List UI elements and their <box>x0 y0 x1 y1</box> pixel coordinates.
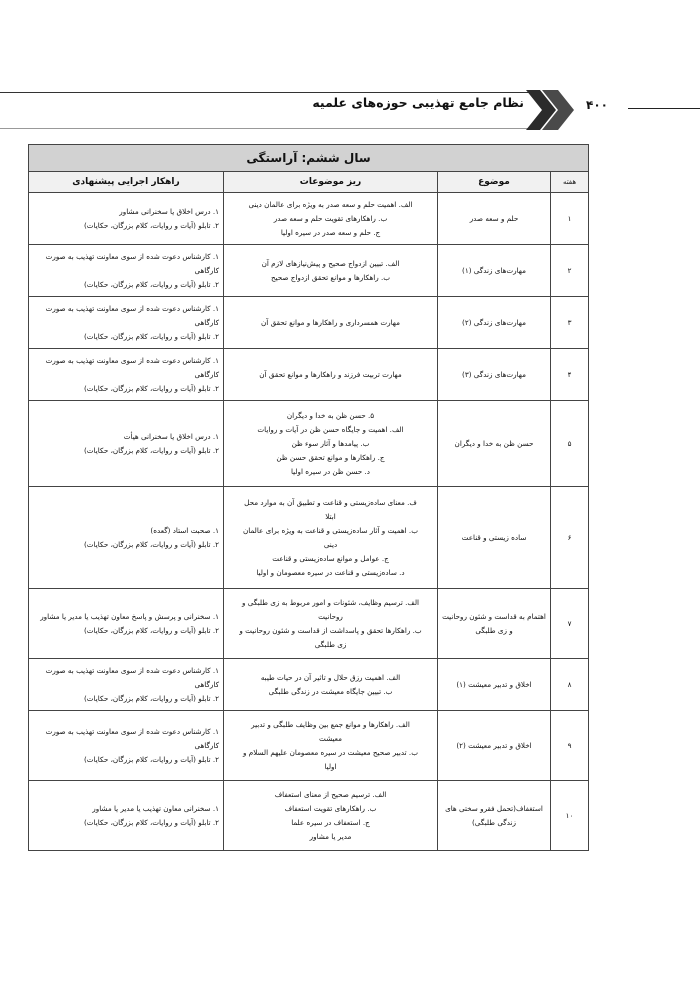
strategy-line: ۱. کارشناس دعوت شده از سوی معاونت تهذیب به صورت کارگاهی <box>45 665 219 689</box>
subtopic-line: ب. تبیین جایگاه معیشت در زندگی طلبگی <box>268 686 393 696</box>
column-header-strategies: راهکار اجرایی پیشنهادی <box>29 172 224 193</box>
week-number: ۹ <box>551 711 589 781</box>
column-header-week: هفته <box>551 172 589 193</box>
strategies-cell <box>29 589 224 659</box>
subtopics-cell <box>224 659 438 711</box>
week-number: ۱ <box>551 193 589 245</box>
subtopic-line: معیشت <box>319 733 342 743</box>
subtopics-cell <box>224 401 438 487</box>
subtopic-line: ب. راهکارهای تقویت حلم و سعه صدر <box>273 213 388 223</box>
subtopics-cell <box>224 781 438 851</box>
subtopics-cell <box>224 349 438 401</box>
strategy-line: ۱. کارشناس دعوت شده از سوی معاونت تهذیب به صورت کارگاهی <box>45 726 219 750</box>
table-row <box>29 487 589 589</box>
strategies-cell <box>29 401 224 487</box>
table-row <box>29 401 589 487</box>
topic-cell: حسن ظن به خدا و دیگران <box>438 401 551 487</box>
subtopic-line: اولیا <box>324 761 337 771</box>
subtopic-line: ابتلا <box>325 511 336 521</box>
strategy-line: ۲. تابلو (آیات و روایات، کلام بزرگان، حکایات) <box>83 539 219 549</box>
topic-cell: اهتمام به قداست و شئون روحانیت و زی طلبگی <box>438 589 551 659</box>
topic-cell: مهارت‌های زندگی (۳) <box>438 349 551 401</box>
week-number: ۵ <box>551 401 589 487</box>
table-row <box>29 349 589 401</box>
topic-cell: اخلاق و تدبیر معیشت (۲) <box>438 711 551 781</box>
strategies-cell <box>29 487 224 589</box>
table-row <box>29 659 589 711</box>
table-title: سال ششم: آراستگی <box>29 145 589 172</box>
table-row <box>29 193 589 245</box>
subtopic-line: الف. راهکارها و موانع جمع بین وظایف طلبگی و تدبیر <box>251 719 410 729</box>
subtopic-line: ج. استعفاف در سیره علما <box>291 817 370 827</box>
topic-cell: ساده زیستی و قناعت <box>438 487 551 589</box>
week-number: ۷ <box>551 589 589 659</box>
subtopic-line: الف. اهمیت رزق حلال و تاثیر آن در حیات طیبه <box>260 672 401 682</box>
week-number: ۳ <box>551 297 589 349</box>
schedule-table <box>28 144 589 851</box>
topic-cell: اخلاق و تدبیر معیشت (۱) <box>438 659 551 711</box>
strategy-line: ۱. درس اخلاق یا سخنرانی مشاور <box>119 206 219 216</box>
strategies-cell <box>29 711 224 781</box>
column-header-subtopics: ریز موضوعات <box>224 172 438 193</box>
book-title: نظام جامع تهذیبی حوزه‌های علمیه <box>312 95 524 110</box>
chevron-ornament-icon <box>526 86 574 134</box>
subtopic-line: مهارت همسرداری و راهکارها و موانع تحقق آن <box>261 317 400 327</box>
subtopic-line: الف. تبیین ازدواج صحیح و پیش‌نیازهای لازم آن <box>261 258 400 268</box>
week-number: ۸ <box>551 659 589 711</box>
subtopic-line: زی طلبگی <box>314 639 347 649</box>
subtopic-line: ۵. حسن ظن به خدا و دیگران <box>286 410 375 420</box>
subtopic-line: مهارت تربیت فرزند و راهکارها و موانع تحقق آن <box>259 369 402 379</box>
table-body <box>29 193 589 851</box>
strategy-line: ۱. کارشناس دعوت شده از سوی معاونت تهذیب به صورت کارگاهی <box>45 251 219 275</box>
subtopic-line: ب. راهکارها و موانع تحقق ازدواج صحیح <box>270 272 391 282</box>
strategy-line: ۱. درس اخلاق یا سخنرانی هیأت <box>123 431 219 441</box>
subtopic-line: مدیر یا مشاور <box>309 831 352 841</box>
subtopic-line: ب. پیامدها و آثار سوء ظن <box>291 438 370 448</box>
strategy-line: ۲. تابلو (آیات و روایات، کلام بزرگان، حکایات) <box>83 754 219 764</box>
subtopic-line: دینی <box>323 539 338 549</box>
strategy-line: ۱. کارشناس دعوت شده از سوی معاونت تهذیب به صورت کارگاهی <box>45 355 219 379</box>
page-number: ۴۰۰ <box>586 98 608 112</box>
header-rule-right <box>628 108 700 109</box>
subtopic-line: ج. حلم و سعه صدر در سیره اولیا <box>280 227 381 237</box>
strategy-line: ۲. تابلو (آیات و روایات، کلام بزرگان، حکایات) <box>83 693 219 703</box>
header-rule-bottom <box>0 128 530 129</box>
subtopic-line: ب. تدبیر صحیح معیشت در سیره معصومان علیهم السلام و <box>243 747 418 757</box>
subtopics-cell <box>224 487 438 589</box>
table-row <box>29 245 589 297</box>
table-header-row <box>29 172 589 193</box>
strategies-cell <box>29 193 224 245</box>
subtopic-line: ف. معنای ساده‌زیستی و قناعت و تطبیق آن به موارد محل <box>244 497 417 507</box>
table-row <box>29 297 589 349</box>
subtopics-cell <box>224 297 438 349</box>
strategy-line: ۲. تابلو (آیات و روایات، کلام بزرگان، حکایات) <box>83 331 219 341</box>
strategy-line: ۱. کارشناس دعوت شده از سوی معاونت تهذیب به صورت کارگاهی <box>45 303 219 327</box>
subtopic-line: الف. اهمیت و جایگاه حسن ظن در آیات و روایات <box>257 424 404 434</box>
topic-cell: مهارت‌های زندگی (۱) <box>438 245 551 297</box>
strategy-line: ۲. تابلو (آیات و روایات، کلام بزرگان، حکایات) <box>83 817 219 827</box>
subtopic-line: ج. عوامل و موانع ساده‌زیستی و قناعت <box>272 553 389 563</box>
topic-cell: استغفاف(تحمل فقرو سختی های زندگی طلبگی) <box>438 781 551 851</box>
week-number: ۱۰ <box>551 781 589 851</box>
subtopics-cell <box>224 193 438 245</box>
subtopic-line: ج. راهکارها و موانع تحقق حسن ظن <box>276 452 385 462</box>
subtopic-line: د. ساده‌زیستی و قناعت در سیره معصومان و اولیا <box>256 567 405 577</box>
subtopic-line: الف. ترسیم وظایف، شئونات و امور مربوط به زی طلبگی و <box>241 597 420 607</box>
header-rule-top <box>0 92 530 93</box>
subtopic-line: الف. ترسیم صحیح از معنای استعفاف <box>274 789 387 799</box>
subtopic-line: روحانیت <box>318 611 343 621</box>
subtopic-line: ب. راهکارها تحقق و پاسداشت از قداست و شئون روحانیت و <box>239 625 422 635</box>
table-row <box>29 589 589 659</box>
strategy-line: ۲. تابلو (آیات و روایات، کلام بزرگان، حکایات) <box>83 383 219 393</box>
subtopic-line: ب. راهکارهای تقویت استعفاف <box>284 803 377 813</box>
strategies-cell <box>29 245 224 297</box>
subtopic-line: الف. اهمیت حلم و سعه صدر به ویژه برای عالمان دینی <box>248 199 413 209</box>
topic-cell: مهارت‌های زندگی (۲) <box>438 297 551 349</box>
table-title-row <box>29 145 589 172</box>
strategy-line: ۱. سخنرانی معاون تهذیب یا مدیر یا مشاور <box>92 803 219 813</box>
week-number: ۲ <box>551 245 589 297</box>
subtopics-cell <box>224 245 438 297</box>
strategies-cell <box>29 349 224 401</box>
subtopic-line: ب. اهمیت و آثار ساده‌زیستی و قناعت به ویژه برای عالمان <box>243 525 418 535</box>
subtopics-cell <box>224 711 438 781</box>
strategy-line: ۲. تابلو (آیات و روایات، کلام بزرگان، حکایات) <box>83 445 219 455</box>
subtopic-line: د. حسن ظن در سیره اولیا <box>290 466 371 476</box>
topic-cell: حلم و سعه صدر <box>438 193 551 245</box>
week-number: ۴ <box>551 349 589 401</box>
strategies-cell <box>29 781 224 851</box>
strategies-cell <box>29 659 224 711</box>
strategy-line: ۲. تابلو (آیات و روایات، کلام بزرگان، حکایات) <box>83 625 219 635</box>
strategy-line: ۱. سخنرانی و پرسش و پاسخ معاون تهذیب یا مدیر یا مشاور <box>40 611 219 621</box>
week-number: ۶ <box>551 487 589 589</box>
strategy-line: ۲. تابلو (آیات و روایات، کلام بزرگان، حکایات) <box>83 279 219 289</box>
strategies-cell <box>29 297 224 349</box>
table-row <box>29 781 589 851</box>
subtopics-cell <box>224 589 438 659</box>
column-header-topic: موضوع <box>438 172 551 193</box>
strategy-line: ۱. صحبت استاد (گعده) <box>150 525 219 535</box>
table-row <box>29 711 589 781</box>
strategy-line: ۲. تابلو (آیات و روایات، کلام بزرگان، حکایات) <box>83 220 219 230</box>
